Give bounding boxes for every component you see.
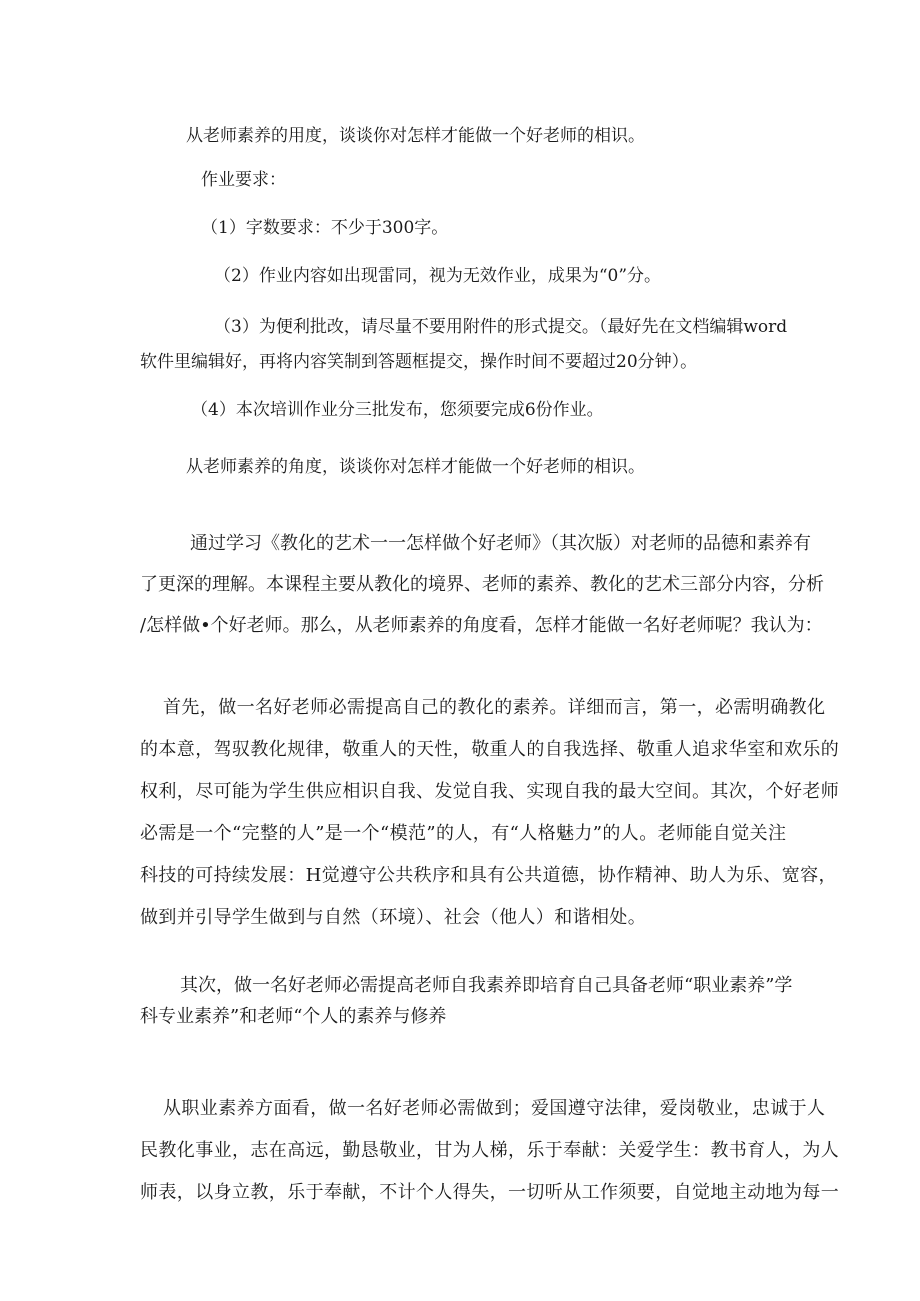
requirement-item-1: （1）字数要求：不少于300字。 — [201, 218, 449, 238]
paragraph-line: 必需是一个“完整的人”是一个“模范”的人，有“人格魅力”的人。老师能自觉关注 — [140, 823, 787, 844]
paragraph-line: 其次，做一名好老师必需提高老师自我素养即培育自己具备老师“职业素养”学 — [180, 975, 793, 996]
requirement-item-4: （4）本次培训作业分三批发布，您须要完成6份作业。 — [191, 400, 604, 420]
paragraph-line: 民教化事业，志在高远，勤恳敬业，甘为人梯，乐于奉献：关爱学生：教书育人，为人 — [140, 1140, 840, 1161]
intro-line: 了更深的理解。本课程主要从教化的境界、老师的素养、教化的艺术三部分内容，分析 — [140, 574, 824, 595]
paragraph-line: 首先，做一名好老师必需提高自己的教化的素养。详细而言，第一，必需明确教化 — [163, 697, 826, 718]
paragraph-line: 权利，尽可能为学生供应相识自我、发觉自我、实现自我的最大空间。其次，个好老师 — [140, 781, 840, 802]
intro-paragraph — [140, 523, 824, 646]
paragraph-line: 科专业素养”和老师“个人的素养与修养 — [140, 1006, 447, 1027]
paragraph-line: 科技的可持续发展：H觉遵守公共秩序和具有公共道德，协作精神、助人为乐、宽容， — [140, 865, 837, 886]
intro-line: /怎样做•个好老师。那么，从老师素养的角度看，怎样才能做一名好老师呢？我认为： — [140, 615, 823, 636]
intro-line: 通过学习《教化的艺术一一怎样做个好老师》（其次版）对老师的品德和素养有 — [190, 533, 811, 554]
paragraph-line: 做到并引导学生做到与自然（环境）、社会（他人）和谐相处。 — [140, 907, 647, 928]
second-paragraph — [140, 970, 792, 1032]
paragraph-line: 从职业素养方面看，做一名好老师必需做到；爱国遵守法律，爱岗敬业，忠诚于人 — [163, 1098, 826, 1119]
requirements-heading: 作业要求： — [201, 170, 286, 190]
requirement-item-3: （3）为便利批改，请尽量不要用附件的形式提交。（最好先在文档编辑word — [214, 317, 788, 337]
third-paragraph — [140, 1088, 839, 1214]
essay-title: 从老师素养的角度，谈谈你对怎样才能做一个好老师的相识。 — [186, 457, 645, 477]
paragraph-line: 师表，以身立教，乐于奉献，不计个人得失，一切听从工作须要，自觉地主动地为每一 — [140, 1182, 840, 1203]
first-paragraph — [140, 687, 839, 939]
topic-line: 从老师素养的用度，谈谈你对怎样才能做一个好老师的相识。 — [186, 126, 645, 146]
requirement-item-2: （2）作业内容如出现雷同，视为无效作业，成果为“0”分。 — [214, 266, 662, 286]
requirement-item-3-continued: 软件里编辑好，再将内容笑制到答题框提交，操作时间不要超过20分钟）。 — [140, 352, 698, 372]
paragraph-line: 的本意，驾驭教化规律，敬重人的天性，敬重人的自我选择、敬重人追求华室和欢乐的 — [140, 739, 840, 760]
